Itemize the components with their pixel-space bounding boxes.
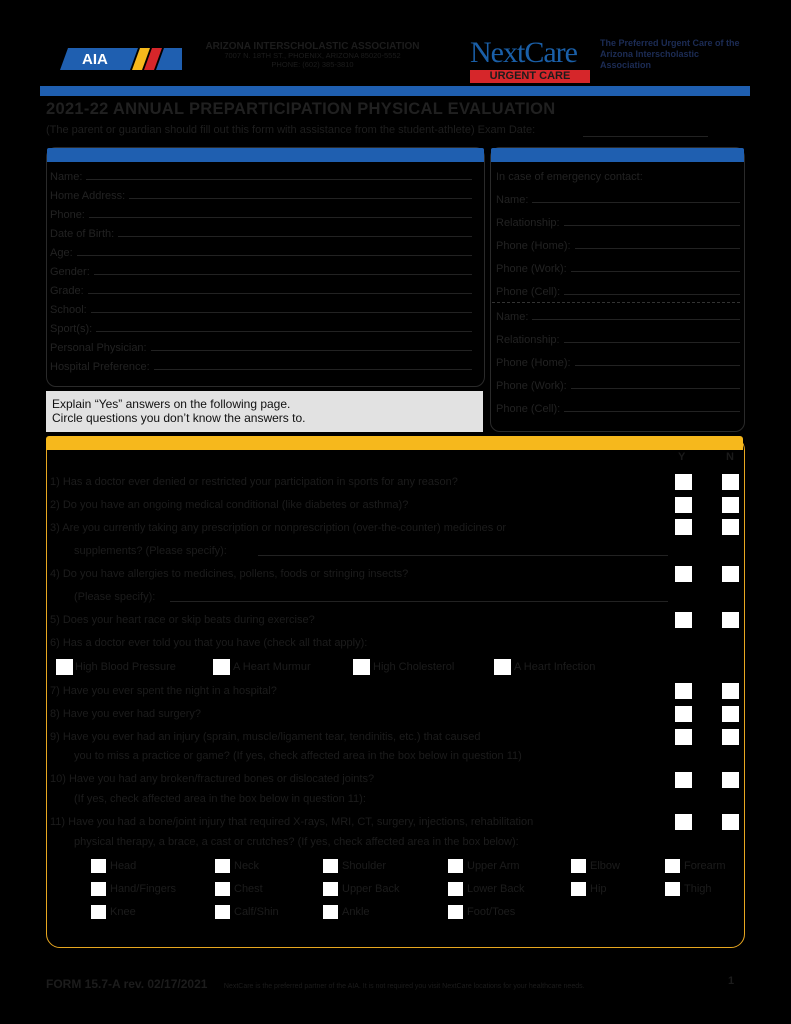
- field-label: Phone:: [50, 209, 85, 221]
- q5-yes-checkbox[interactable]: [675, 612, 692, 628]
- q3-specify-line[interactable]: [258, 555, 668, 556]
- body-part-checkbox[interactable]: [323, 882, 338, 896]
- body-part-label: Thigh: [684, 883, 712, 895]
- field-name[interactable]: [50, 164, 472, 183]
- field-phone[interactable]: [50, 202, 472, 221]
- body-part-label: Knee: [110, 906, 136, 918]
- q6-option-checkbox[interactable]: [213, 659, 230, 675]
- body-part-label: Hand/Fingers: [110, 883, 177, 895]
- em1-name[interactable]: [496, 183, 740, 206]
- field-label: Relationship:: [496, 217, 560, 229]
- body-part-checkbox[interactable]: [571, 859, 586, 873]
- field-label: Personal Physician:: [50, 342, 147, 354]
- q11-no-checkbox[interactable]: [722, 814, 739, 830]
- q6-option-checkbox[interactable]: [56, 659, 73, 675]
- body-part-label: Forearm: [684, 860, 726, 872]
- q3-yes-checkbox[interactable]: [675, 519, 692, 535]
- em2-phone-cell[interactable]: [496, 392, 740, 415]
- question-4-specify: (Please specify):: [74, 591, 156, 603]
- q3-no-checkbox[interactable]: [722, 519, 739, 535]
- aia-logo-text: AIA: [82, 51, 108, 68]
- q6-option-label: A Heart Murmur: [233, 661, 311, 673]
- question-10: 10) Have you had any broken/fractured bones or dislocated joints?: [50, 773, 375, 785]
- q6-option-label: A Heart Infection: [514, 661, 596, 673]
- emergency-box-header: [491, 148, 744, 162]
- question-3: 3) Are you currently taking any prescription or nonprescription (over-the-counter) medicines or: [50, 522, 507, 534]
- field-label: Name:: [496, 194, 529, 206]
- q4-yes-checkbox[interactable]: [675, 566, 692, 582]
- body-part-label: Head: [110, 860, 137, 872]
- em2-phone-home[interactable]: [496, 346, 740, 369]
- association-phone: PHONE: (602) 385-3810: [271, 60, 354, 69]
- field-label: Age:: [50, 247, 73, 259]
- body-part-checkbox[interactable]: [91, 882, 106, 896]
- q6-option-checkbox[interactable]: [494, 659, 511, 675]
- field-age[interactable]: [50, 240, 472, 259]
- footer: [46, 975, 585, 993]
- footer-note: NextCare is the preferred partner of the AIA. It is not required you visit NextCare locations for your healthcare needs.: [223, 983, 585, 990]
- body-part-label: Lower Back: [467, 883, 525, 895]
- body-part-checkbox[interactable]: [665, 882, 680, 896]
- field-school[interactable]: [50, 297, 472, 316]
- body-part-label: Hip: [590, 883, 607, 895]
- question-11-note: physical therapy, a brace, a cast or crutches? (If yes, check affected area in the box below):: [74, 836, 519, 848]
- field-label: Phone (Home):: [496, 240, 571, 252]
- field-sports[interactable]: [50, 316, 472, 335]
- field-label: Hospital Preference:: [50, 361, 150, 373]
- field-date-of-birth[interactable]: [50, 221, 472, 240]
- q7-no-checkbox[interactable]: [722, 683, 739, 699]
- q7-yes-checkbox[interactable]: [675, 683, 692, 699]
- q10-no-checkbox[interactable]: [722, 772, 739, 788]
- question-1: 1) Has a doctor ever denied or restricted your participation in sports for any reason?: [50, 476, 458, 488]
- body-part-checkbox[interactable]: [448, 882, 463, 896]
- explain-line-2: Circle questions you don’t know the answers to.: [52, 411, 306, 425]
- field-label: Sport(s):: [50, 323, 93, 335]
- aia-logo: [60, 48, 182, 70]
- q6-option-label: High Blood Pressure: [75, 661, 176, 673]
- field-label: Phone (Home):: [496, 357, 571, 369]
- q6-option-checkbox[interactable]: [353, 659, 370, 675]
- q11-yes-checkbox[interactable]: [675, 814, 692, 830]
- association-info: [180, 42, 445, 69]
- field-label: Name:: [496, 311, 529, 323]
- em2-relationship[interactable]: [496, 323, 740, 346]
- body-part-checkbox[interactable]: [91, 905, 106, 919]
- question-10-note: (If yes, check affected area in the box below in question 11):: [74, 793, 366, 805]
- form-title: 2021-22 ANNUAL PREPARTICIPATION PHYSICAL EVALUATION: [46, 100, 556, 118]
- body-part-label: Chest: [234, 883, 263, 895]
- page-number: 1: [728, 975, 735, 987]
- field-label: Phone (Work):: [496, 263, 567, 275]
- q4-specify-line[interactable]: [170, 601, 668, 602]
- field-label: Relationship:: [496, 334, 560, 346]
- em1-phone-work[interactable]: [496, 252, 740, 275]
- field-hospital-preference[interactable]: [50, 354, 472, 373]
- explain-line-1: Explain “Yes” answers on the following page.: [52, 397, 291, 411]
- question-7: 7) Have you ever spent the night in a hospital?: [50, 685, 277, 697]
- q9-no-checkbox[interactable]: [722, 729, 739, 745]
- question-2: 2) Do you have an ongoing medical conditional (like diabetes or asthma)?: [50, 499, 409, 511]
- q8-no-checkbox[interactable]: [722, 706, 739, 722]
- exam-date-line[interactable]: [583, 136, 708, 137]
- field-label: School:: [50, 304, 87, 316]
- q6-option-label: High Cholesterol: [373, 661, 455, 673]
- field-label: Name:: [50, 171, 83, 183]
- blue-stripe: [40, 86, 750, 96]
- field-label: Phone (Cell):: [496, 286, 561, 298]
- body-part-checkbox[interactable]: [571, 882, 586, 896]
- em1-phone-cell[interactable]: [496, 275, 740, 298]
- body-part-checkbox[interactable]: [91, 859, 106, 873]
- q1-yes-checkbox[interactable]: [675, 474, 692, 490]
- question-9-note: you to miss a practice or game? (If yes, check affected area in the box below in question 11): [74, 750, 522, 762]
- q9-yes-checkbox[interactable]: [675, 729, 692, 745]
- association-address: 7007 N. 18TH ST., PHOENIX, ARIZONA 85020-5552: [224, 51, 401, 60]
- body-part-label: Shoulder: [342, 860, 387, 872]
- body-part-label: Calf/Shin: [234, 906, 279, 918]
- q8-yes-checkbox[interactable]: [675, 706, 692, 722]
- field-label: Date of Birth:: [50, 228, 115, 240]
- field-personal-physician[interactable]: [50, 335, 472, 354]
- question-11: 11) Have you had a bone/joint injury that required X-rays, MRI, CT, surgery, injections, rehabilitation: [50, 816, 534, 828]
- body-part-checkbox[interactable]: [215, 859, 230, 873]
- emergency-heading: In case of emergency contact:: [496, 171, 643, 183]
- explain-note: [46, 391, 483, 432]
- question-8: 8) Have you ever had surgery?: [50, 708, 202, 720]
- field-label: Gender:: [50, 266, 90, 278]
- question-6: 6) Has a doctor ever told you that you have (check all that apply):: [50, 637, 368, 649]
- body-part-label: Elbow: [590, 860, 620, 872]
- body-part-checkbox[interactable]: [448, 905, 463, 919]
- body-part-checkbox[interactable]: [448, 859, 463, 873]
- body-part-label: Neck: [234, 860, 260, 872]
- student-box-header: [47, 148, 484, 162]
- nextcare-logo: [470, 38, 595, 86]
- q2-yes-checkbox[interactable]: [675, 497, 692, 513]
- field-label: Phone (Cell):: [496, 403, 561, 415]
- field-grade[interactable]: [50, 278, 472, 297]
- body-part-checkbox[interactable]: [323, 859, 338, 873]
- field-label: Grade:: [50, 285, 84, 297]
- q2-no-checkbox[interactable]: [722, 497, 739, 513]
- body-part-checkbox[interactable]: [323, 905, 338, 919]
- body-part-label: Upper Arm: [467, 860, 520, 872]
- association-name: ARIZONA INTERSCHOLASTIC ASSOCIATION: [205, 41, 420, 52]
- body-part-label: Upper Back: [342, 883, 400, 895]
- em2-phone-work[interactable]: [496, 369, 740, 392]
- field-gender[interactable]: [50, 259, 472, 278]
- body-part-label: Foot/Toes: [467, 906, 516, 918]
- question-4: 4) Do you have allergies to medicines, pollens, foods or stringing insects?: [50, 568, 409, 580]
- nextcare-wordmark: NextCare: [470, 36, 577, 69]
- q10-yes-checkbox[interactable]: [675, 772, 692, 788]
- field-home-address[interactable]: [50, 183, 472, 202]
- tagline: The Preferred Urgent Care of the Arizona Interscholastic Association: [600, 38, 740, 70]
- body-part-checkbox[interactable]: [215, 905, 230, 919]
- q1-no-checkbox[interactable]: [722, 474, 739, 490]
- body-part-label: Ankle: [342, 906, 370, 918]
- question-5: 5) Does your heart race or skip beats during exercise?: [50, 614, 315, 626]
- em1-phone-home[interactable]: [496, 229, 740, 252]
- q5-no-checkbox[interactable]: [722, 612, 739, 628]
- em2-name[interactable]: [496, 303, 740, 323]
- field-label: Phone (Work):: [496, 380, 567, 392]
- q4-no-checkbox[interactable]: [722, 566, 739, 582]
- body-part-checkbox[interactable]: [665, 859, 680, 873]
- question-3-specify: supplements? (Please specify):: [74, 545, 227, 557]
- student-fields: [50, 164, 472, 373]
- form-subtitle: (The parent or guardian should fill out this form with assistance from the student-athlete) Exam Date:: [46, 124, 536, 136]
- emergency-fields: [496, 164, 740, 415]
- nextcare-urgent-care: URGENT CARE: [470, 70, 590, 83]
- em1-relationship[interactable]: [496, 206, 740, 229]
- no-column-header: N: [726, 451, 734, 463]
- question-9: 9) Have you ever had an injury (sprain, muscle/ligament tear, tendinitis, etc.) that caused: [50, 731, 481, 743]
- field-label: Home Address:: [50, 190, 126, 202]
- body-part-checkbox[interactable]: [215, 882, 230, 896]
- form-id: FORM 15.7-A rev. 02/17/2021: [46, 977, 208, 991]
- yes-column-header: Y: [678, 451, 686, 463]
- questions-header-bar: [46, 436, 743, 450]
